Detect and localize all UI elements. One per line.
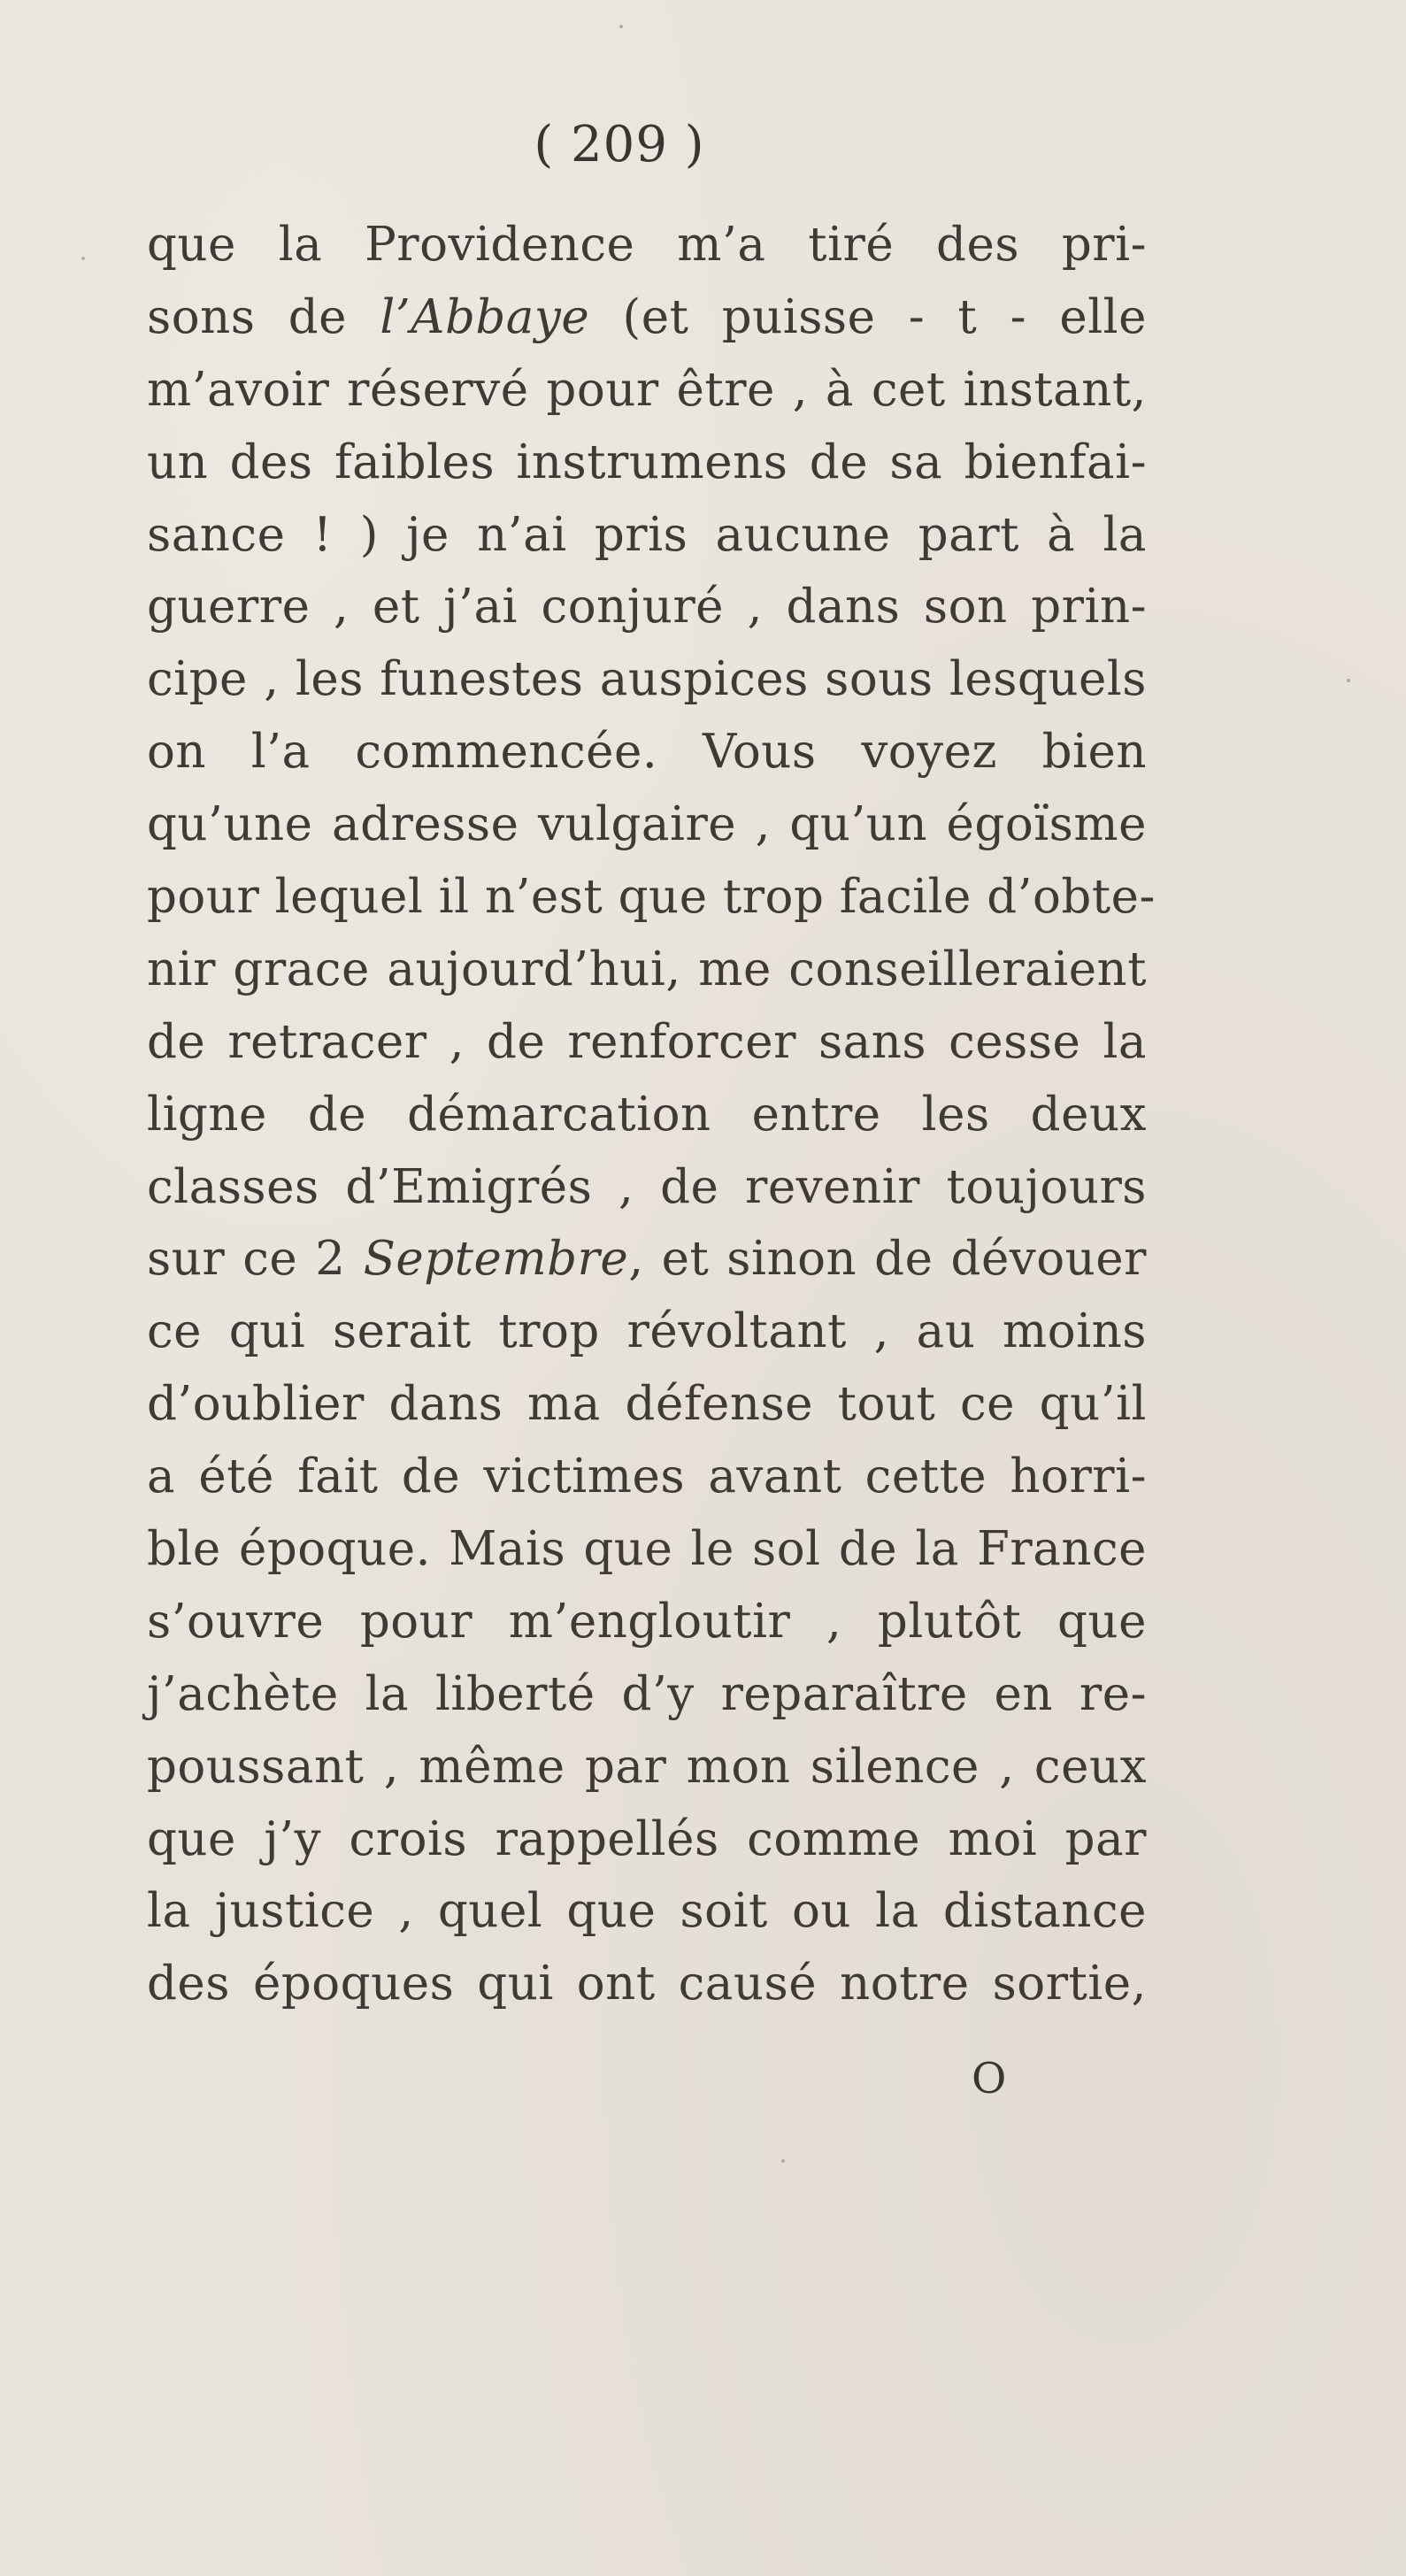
page-number: ( 209 ) <box>534 116 705 173</box>
line-14-text: classes d’Emigrés , de revenir toujours <box>147 1159 1147 1214</box>
line-10-text: pour lequel il n’est que trop facile d’obte- <box>147 870 1156 925</box>
paper-speck <box>619 25 623 28</box>
text-line-11 <box>147 934 1147 1006</box>
line-5-text: sance ! ) je n’ai pris aucune part à la <box>147 507 1147 562</box>
line-3-text: m’avoir réservé pour être , à cet instant, <box>147 362 1147 417</box>
text-line-23 <box>147 1803 1147 1876</box>
paper-speck <box>781 2159 785 2163</box>
line-15-part-1: sur ce 2 <box>147 1232 364 1287</box>
line-9-text: qu’une adresse vulgaire , qu’un égoïsme <box>147 797 1147 852</box>
line-12-text: de retracer , de renforcer sans cesse la <box>147 1014 1147 1069</box>
line-7-text: cipe , les funestes auspices sous lesquels <box>147 652 1147 707</box>
line-8-text: on l’a commencée. Vous voyez bien <box>147 725 1147 780</box>
text-line-19 <box>147 1513 1147 1586</box>
text-line-10 <box>147 861 1156 934</box>
text-line-4 <box>147 427 1147 499</box>
text-line-5 <box>147 499 1147 572</box>
text-line-14 <box>147 1151 1147 1224</box>
line-24-text: la justice , quel que soit ou la distance <box>147 1884 1147 1939</box>
line-17-text: d’oublier dans ma défense tout ce qu’il <box>147 1377 1147 1432</box>
line-2-part-1: sons de <box>147 289 380 344</box>
line-15-italic-part: Septembre <box>363 1232 629 1287</box>
text-line-9 <box>147 788 1147 861</box>
text-line-6 <box>147 571 1147 643</box>
line-19-text: ble époque. Mais que le sol de la France <box>147 1522 1147 1577</box>
text-line-7 <box>147 643 1147 716</box>
line-11-text: nir grace aujourd’hui, me conseilleraient <box>147 942 1147 996</box>
line-1-text: que la Providence m’a tiré des pri- <box>147 218 1147 272</box>
text-line-22 <box>147 1731 1147 1803</box>
line-4-text: un des faibles instrumens de sa bienfai- <box>147 434 1147 489</box>
text-line-16 <box>147 1296 1147 1368</box>
line-22-text: poussant , même par mon silence , ceux <box>147 1739 1147 1794</box>
signature-mark: O <box>972 2054 1007 2103</box>
line-20-text: s’ouvre pour m’engloutir , plutôt que <box>147 1594 1147 1649</box>
text-line-15 <box>147 1223 1147 1296</box>
text-line-3 <box>147 354 1147 427</box>
line-6-text: guerre , et j’ai conjuré , dans son prin- <box>147 580 1147 634</box>
line-21-text: j’achète la liberté d’y reparaître en re- <box>147 1666 1147 1721</box>
text-line-12 <box>147 1006 1147 1079</box>
text-line-17 <box>147 1368 1147 1441</box>
text-line-25 <box>147 1948 1147 2020</box>
line-23-text: que j’y crois rappellés comme moi par <box>147 1811 1147 1866</box>
line-15-part-3: , et sinon de dévouer <box>628 1232 1147 1287</box>
line-13-text: ligne de démarcation entre les deux <box>147 1087 1147 1142</box>
text-line-24 <box>147 1875 1147 1948</box>
paper-speck <box>1347 679 1350 682</box>
text-line-8 <box>147 716 1147 788</box>
body-text <box>147 209 1156 2020</box>
line-25-text: des époques qui ont causé notre sortie, <box>147 1957 1147 2011</box>
line-2-italic-part: l’Abbaye <box>380 289 590 344</box>
line-18-text: a été fait de victimes avant cette horri- <box>147 1449 1147 1504</box>
text-line-20 <box>147 1586 1147 1658</box>
text-line-13 <box>147 1079 1147 1151</box>
text-line-1 <box>147 209 1147 281</box>
text-line-21 <box>147 1658 1147 1731</box>
text-line-18 <box>147 1441 1147 1513</box>
text-line-2 <box>147 281 1147 354</box>
line-2-part-3: (et puisse - t - elle <box>589 289 1147 344</box>
paper-speck <box>81 257 85 260</box>
line-16-text: ce qui serait trop révoltant , au moins <box>147 1304 1147 1359</box>
